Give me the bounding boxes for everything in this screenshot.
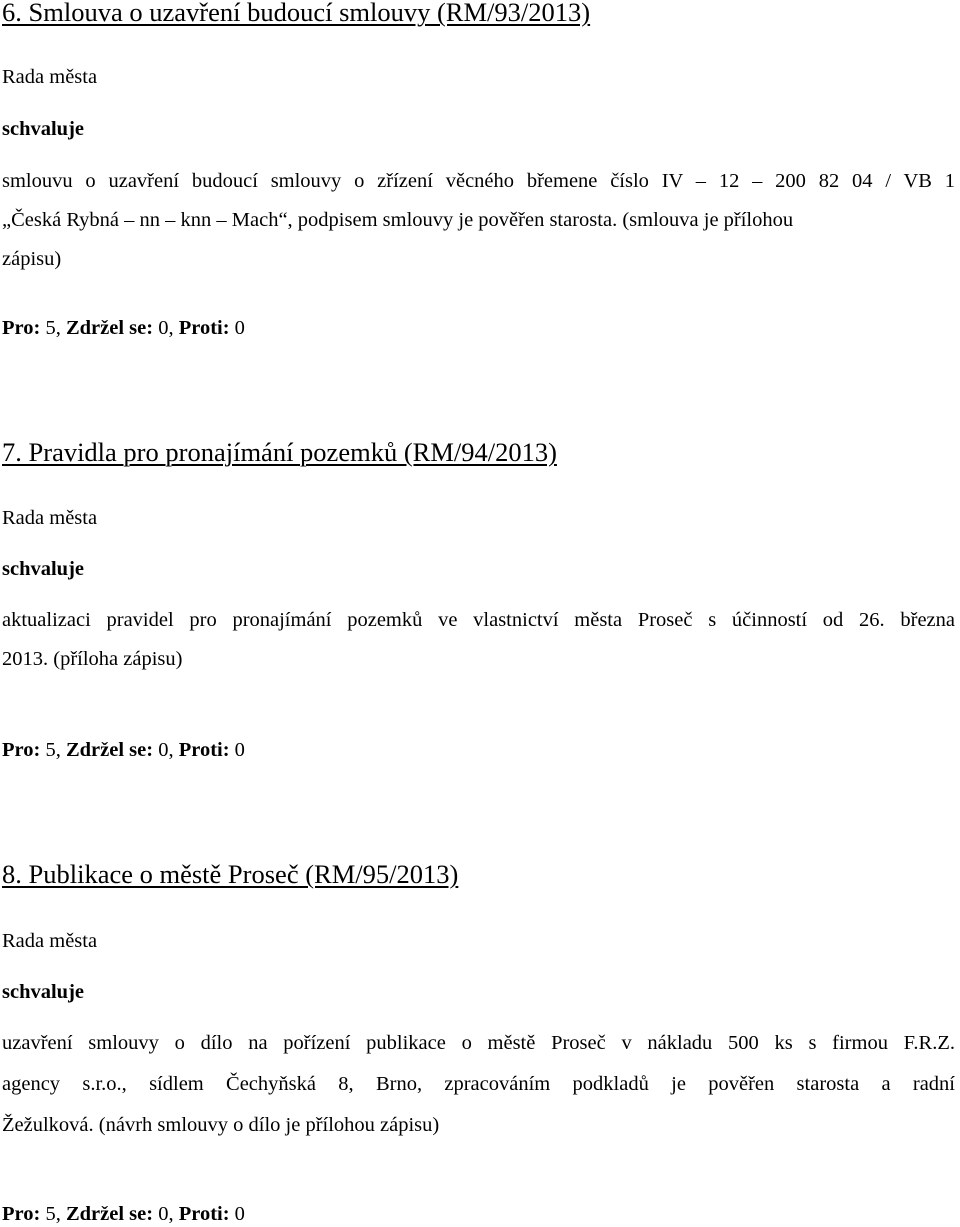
vote-pro-label: Pro: <box>2 317 41 339</box>
resolution-text-line: 2013. (příloha zápisu) <box>2 648 183 670</box>
vote-zdrzel-value: 0, <box>158 1203 174 1225</box>
section-heading: 6. Smlouva o uzavření budoucí smlouvy (RM/93/2013) <box>2 0 591 27</box>
resolution-text-line: Žežulková. (návrh smlouvy o dílo je přílohou zápisu) <box>2 1114 440 1136</box>
vote-proti-label: Proti: <box>178 317 230 339</box>
vote-proti-label: Proti: <box>178 739 230 761</box>
resolution-verb: schvaluje <box>2 118 84 140</box>
vote-pro-label: Pro: <box>2 739 41 761</box>
body-label: Rada města <box>2 507 98 529</box>
vote-result <box>2 315 245 341</box>
resolution-verb: schvaluje <box>2 558 84 580</box>
vote-pro-value: 5, <box>45 317 61 339</box>
vote-result <box>2 737 245 763</box>
resolution-text-line: smlouvu o uzavření budoucí smlouvy o zřízení věcného břemene číslo IV – 12 – 200 82 04 / VB 1 <box>2 170 955 192</box>
vote-pro-value: 5, <box>45 739 61 761</box>
section-heading: 8. Publikace o městě Proseč (RM/95/2013) <box>2 859 459 889</box>
vote-proti-value: 0 <box>234 317 245 339</box>
body-label: Rada města <box>2 930 98 952</box>
vote-pro-value: 5, <box>45 1203 61 1225</box>
vote-zdrzel-label: Zdržel se: <box>65 739 154 761</box>
vote-zdrzel-label: Zdržel se: <box>65 317 154 339</box>
resolution-text-line: „Česká Rybná – nn – knn – Mach“, podpisem smlouvy je pověřen starosta. (smlouva je přílohou <box>2 209 794 231</box>
vote-pro-label: Pro: <box>2 1203 41 1225</box>
vote-zdrzel-value: 0, <box>158 317 174 339</box>
resolution-text-line: aktualizaci pravidel pro pronajímání pozemků ve vlastnictví města Proseč s účinností od 26. března <box>2 609 955 631</box>
vote-zdrzel-value: 0, <box>158 739 174 761</box>
vote-zdrzel-label: Zdržel se: <box>65 1203 154 1225</box>
resolution-verb: schvaluje <box>2 981 84 1003</box>
vote-result <box>2 1201 245 1227</box>
vote-proti-value: 0 <box>234 739 245 761</box>
resolution-text-line: agency s.r.o., sídlem Čechyňská 8, Brno, zpracováním podkladů je pověřen starosta a radní <box>2 1073 955 1095</box>
resolution-text-line: zápisu) <box>2 248 62 270</box>
vote-proti-value: 0 <box>234 1203 245 1225</box>
section-heading: 7. Pravidla pro pronajímání pozemků (RM/94/2013) <box>2 437 557 467</box>
body-label: Rada města <box>2 66 98 88</box>
vote-proti-label: Proti: <box>178 1203 230 1225</box>
resolution-text-line: uzavření smlouvy o dílo na pořízení publikace o městě Proseč v nákladu 500 ks s firmou F.R.Z. <box>2 1032 955 1054</box>
